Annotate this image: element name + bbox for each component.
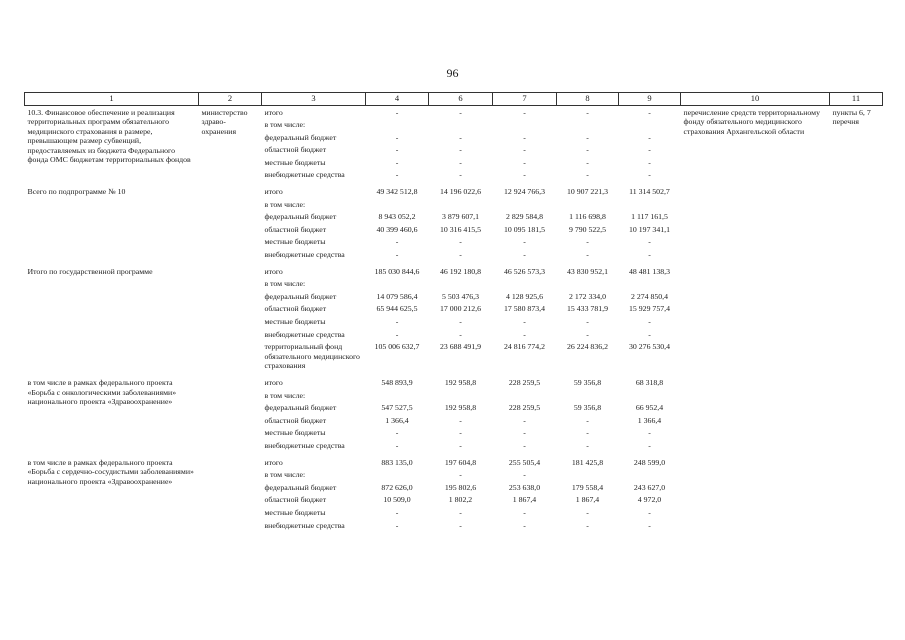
value-cell: 24 816 774,2 [504, 342, 545, 352]
source-label: федеральный бюджет [264, 291, 337, 301]
value-cell: - [648, 250, 651, 260]
value-cell: 185 030 844,6 [374, 266, 420, 276]
value-cell: 547 527,5 [381, 403, 413, 413]
value-cell: - [648, 237, 651, 247]
value-cell: 23 688 491,9 [440, 342, 481, 352]
value-cell: 872 626,0 [381, 482, 413, 492]
value-cell [619, 198, 681, 211]
source-label: местные бюджеты [264, 237, 326, 247]
value-cell: - [586, 170, 589, 180]
value-cell: - [523, 329, 526, 339]
value-cell: - [459, 428, 462, 438]
value-cell: 179 558,4 [571, 482, 604, 492]
value-cell: - [395, 507, 399, 517]
value-cell: - [395, 107, 399, 117]
value-cell: 1 117 161,5 [631, 212, 668, 222]
value-cell: 1 802,2 [448, 495, 473, 505]
value-cell: 46 192 180,8 [440, 266, 481, 276]
table-row [25, 186, 883, 199]
value-cell [429, 389, 493, 402]
value-cell: 243 627,0 [633, 482, 666, 492]
source-label: местные бюджеты [264, 507, 326, 517]
value-cell: 14 196 022,6 [440, 187, 481, 197]
value-cell: - [586, 329, 589, 339]
value-cell: 59 356,8 [573, 403, 602, 413]
value-cell: 9 790 522,5 [568, 224, 607, 234]
value-cell: - [586, 237, 589, 247]
value-cell: - [523, 157, 526, 167]
value-cell: 1 366,4 [385, 415, 409, 425]
value-cell [557, 389, 619, 402]
value-cell: 4 128 925,6 [505, 291, 544, 301]
value-cell [619, 278, 681, 291]
value-cell [619, 389, 681, 402]
value-cell: 68 318,8 [635, 377, 664, 387]
header-cell: 11 [830, 93, 883, 106]
value-cell: 40 399 460,6 [376, 224, 418, 234]
value-cell: - [586, 132, 589, 142]
value-cell: 105 006 632,7 [374, 342, 420, 352]
indicator-cell [830, 456, 883, 532]
source-label: территориальный фонд обязательного медицинского страхования [264, 342, 360, 371]
table-row [25, 106, 883, 119]
value-cell: 43 830 952,1 [567, 266, 608, 276]
header-row [25, 93, 883, 106]
value-cell: - [459, 520, 462, 530]
value-cell: - [459, 470, 462, 480]
value-cell: 10 197 341,1 [629, 224, 670, 234]
value-cell: - [648, 145, 651, 155]
source-label: итого [264, 107, 283, 117]
value-cell: - [395, 237, 399, 247]
executor-cell [199, 376, 262, 452]
value-cell [429, 278, 493, 291]
value-cell: - [648, 440, 651, 450]
value-cell: 48 481 138,3 [629, 266, 670, 276]
executor-cell: министерство здраво-охранения [201, 107, 248, 136]
source-label: федеральный бюджет [264, 212, 337, 222]
value-cell: 2 274 850,4 [630, 291, 669, 301]
value-cell [366, 469, 429, 482]
value-cell: - [586, 145, 589, 155]
value-cell: 46 526 573,3 [504, 266, 545, 276]
value-cell: - [523, 520, 526, 530]
value-cell: 10 095 181,5 [504, 224, 545, 234]
value-cell [493, 198, 557, 211]
value-cell: 883 135,0 [381, 457, 413, 467]
value-cell: 2 829 584,8 [505, 212, 544, 222]
section-title: в том числе в рамках федерального проекта «Борьба с сердечно-сосудистыми заболеваниями» национального проекта «Здравоохранение» [27, 457, 194, 486]
value-cell: - [523, 132, 526, 142]
value-cell: - [459, 415, 462, 425]
source-label: местные бюджеты [264, 317, 326, 326]
value-cell: - [586, 440, 589, 450]
value-cell: - [459, 250, 462, 260]
value-cell: 197 604,8 [444, 457, 477, 467]
value-cell: - [648, 132, 651, 142]
value-cell [557, 278, 619, 291]
value-cell: - [459, 507, 462, 517]
value-cell: - [586, 317, 589, 326]
executor-cell [199, 265, 262, 372]
source-label: в том числе: [264, 470, 306, 480]
value-cell: 3 879 607,1 [441, 212, 480, 222]
value-cell: 1 366,4 [637, 415, 662, 425]
value-cell: 10 316 415,5 [440, 224, 481, 234]
value-cell: 548 893,9 [381, 377, 413, 387]
header-cell: 9 [619, 93, 681, 106]
indicator-cell [830, 265, 883, 372]
value-cell: 26 224 836,2 [567, 342, 608, 352]
value-cell: - [523, 250, 526, 260]
value-cell: - [459, 440, 462, 450]
result-cell [681, 186, 830, 262]
value-cell: 1 867,4 [575, 495, 600, 505]
value-cell: 12 924 766,3 [504, 187, 545, 197]
value-cell [429, 119, 493, 132]
value-cell: - [648, 428, 651, 438]
value-cell: 255 505,4 [508, 457, 541, 467]
source-label: внебюджетные средства [264, 329, 345, 339]
executor-cell [199, 456, 262, 532]
source-label: областной бюджет [264, 495, 327, 505]
value-cell: 8 943 052,2 [378, 212, 416, 222]
source-label: федеральный бюджет [264, 482, 337, 492]
value-cell: - [459, 329, 462, 339]
value-cell: - [395, 250, 399, 260]
value-cell [493, 278, 557, 291]
value-cell: 59 356,8 [573, 377, 602, 387]
value-cell [619, 119, 681, 132]
value-cell [619, 469, 681, 482]
source-label: федеральный бюджет [264, 403, 337, 413]
value-cell: 17 000 212,6 [440, 304, 481, 314]
source-label: итого [264, 457, 283, 467]
value-cell: 248 599,0 [633, 457, 666, 467]
value-cell: - [523, 145, 526, 155]
section-title: Итого по государственной программе [27, 266, 153, 276]
header-cell: 1 [25, 93, 199, 106]
value-cell: - [523, 237, 526, 247]
header-cell: 6 [429, 93, 493, 106]
value-cell: - [395, 329, 399, 339]
page-number: 96 [446, 66, 459, 80]
source-label: внебюджетные средства [264, 170, 345, 180]
value-cell: 65 944 625,5 [376, 304, 418, 314]
value-cell: - [523, 507, 526, 517]
source-label: областной бюджет [264, 224, 327, 234]
source-label: внебюджетные средства [264, 520, 345, 530]
section-title: в том числе в рамках федерального проекта «Борьба с онкологическими заболеваниями» национального проекта «Здравоохранение» [27, 377, 177, 407]
value-cell: 4 972,0 [637, 495, 662, 505]
value-cell: 192 958,8 [444, 377, 477, 387]
source-label: федеральный бюджет [264, 132, 337, 142]
value-cell: 192 958,8 [444, 403, 477, 413]
header-cell: 7 [493, 93, 557, 106]
source-label: в том числе: [264, 199, 306, 209]
source-label: в том числе: [264, 120, 306, 130]
value-cell: - [395, 157, 399, 167]
value-cell: - [395, 428, 399, 438]
result-cell [681, 456, 830, 532]
value-cell: - [586, 507, 589, 517]
value-cell [366, 389, 429, 402]
value-cell: 15 433 781,9 [567, 304, 608, 314]
value-cell: 66 952,4 [635, 403, 664, 413]
value-cell [557, 119, 619, 132]
value-cell [493, 389, 557, 402]
value-cell: 253 638,0 [508, 482, 541, 492]
source-label: внебюджетные средства [264, 440, 345, 450]
table-row [25, 456, 883, 469]
value-cell: - [648, 507, 651, 517]
value-cell: 181 425,8 [571, 457, 604, 467]
value-cell: - [586, 250, 589, 260]
source-label: местные бюджеты [264, 428, 326, 438]
value-cell: 15 929 757,4 [629, 304, 670, 314]
value-cell: - [648, 157, 651, 167]
value-cell: 11 314 502,7 [629, 187, 670, 197]
value-cell: 10 907 221,3 [567, 187, 608, 197]
value-cell: - [459, 237, 462, 247]
source-label: областной бюджет [264, 304, 327, 314]
value-cell: - [459, 317, 462, 326]
table-row [25, 376, 883, 389]
source-label: внебюджетные средства [264, 250, 345, 260]
header-cell: 4 [366, 93, 429, 106]
value-cell: - [459, 107, 462, 117]
value-cell: - [523, 428, 526, 438]
source-label: в том числе: [264, 279, 306, 289]
value-cell: - [648, 317, 651, 326]
value-cell: - [586, 157, 589, 167]
value-cell: - [395, 440, 399, 450]
value-cell: - [395, 132, 399, 142]
indicator-cell [830, 376, 883, 452]
value-cell [493, 119, 557, 132]
value-cell: 195 802,6 [444, 482, 477, 492]
value-cell: - [523, 170, 526, 180]
value-cell: - [395, 520, 399, 530]
source-label: областной бюджет [264, 145, 327, 155]
value-cell [557, 198, 619, 211]
indicator-cell [830, 186, 883, 262]
value-cell: 1 116 698,8 [569, 212, 606, 222]
section-title: 10.3. Финансовое обеспечение и реализация территориальных программ обязательного медицинского страхования в размере, превышающем размер субвенций, предоставляемых из бюджета Федерального фонда ОМС бюджетам территориальных фондов [27, 107, 191, 165]
result-cell: перечисление средств территориальному фонду обязательного медицинского страхования Архангельской области [683, 107, 820, 136]
value-cell: - [523, 107, 526, 117]
value-cell: - [523, 317, 526, 326]
value-cell: - [459, 145, 462, 155]
header-cell: 2 [199, 93, 262, 106]
indicator-cell: пункты 6, 7 перечня [832, 107, 871, 127]
executor-cell [199, 186, 262, 262]
value-cell: 49 342 512,8 [376, 187, 418, 197]
value-cell: - [586, 107, 589, 117]
source-label: итого [264, 187, 283, 197]
value-cell [366, 198, 429, 211]
budget-table [24, 92, 883, 532]
value-cell [366, 278, 429, 291]
value-cell: - [586, 520, 589, 530]
value-cell: - [648, 170, 651, 180]
value-cell: - [459, 132, 462, 142]
value-cell: - [648, 107, 651, 117]
header-cell: 3 [262, 93, 366, 106]
source-label: местные бюджеты [264, 157, 326, 167]
value-cell: - [395, 145, 399, 155]
source-label: итого [264, 377, 283, 387]
value-cell: 10 509,0 [383, 495, 411, 505]
value-cell: 1 867,4 [512, 495, 537, 505]
value-cell: - [523, 440, 526, 450]
value-cell: 14 079 586,4 [376, 291, 418, 301]
value-cell: 30 276 530,4 [629, 342, 670, 352]
value-cell: - [395, 170, 399, 180]
value-cell: - [648, 329, 651, 339]
source-label: итого [264, 266, 283, 276]
source-label: в том числе: [264, 390, 306, 400]
value-cell: 17 580 873,4 [504, 304, 545, 314]
value-cell: - [459, 157, 462, 167]
value-cell [429, 198, 493, 211]
value-cell: - [523, 415, 526, 425]
value-cell: 228 259,5 [508, 377, 541, 387]
result-cell [681, 376, 830, 452]
source-label: областной бюджет [264, 415, 327, 425]
value-cell: - [648, 520, 651, 530]
value-cell: - [395, 317, 399, 326]
table-row [25, 265, 883, 278]
value-cell: 228 259,5 [508, 403, 541, 413]
value-cell: - [523, 470, 526, 480]
header-cell: 10 [681, 93, 830, 106]
section-title: Всего по подпрограмме № 10 [27, 187, 126, 197]
result-cell [681, 265, 830, 372]
value-cell: 2 172 334,0 [568, 291, 607, 301]
value-cell: - [586, 428, 589, 438]
value-cell: - [459, 170, 462, 180]
value-cell: - [586, 415, 589, 425]
header-cell: 8 [557, 93, 619, 106]
value-cell [557, 469, 619, 482]
value-cell [366, 119, 429, 132]
value-cell: 5 503 476,3 [441, 291, 480, 301]
